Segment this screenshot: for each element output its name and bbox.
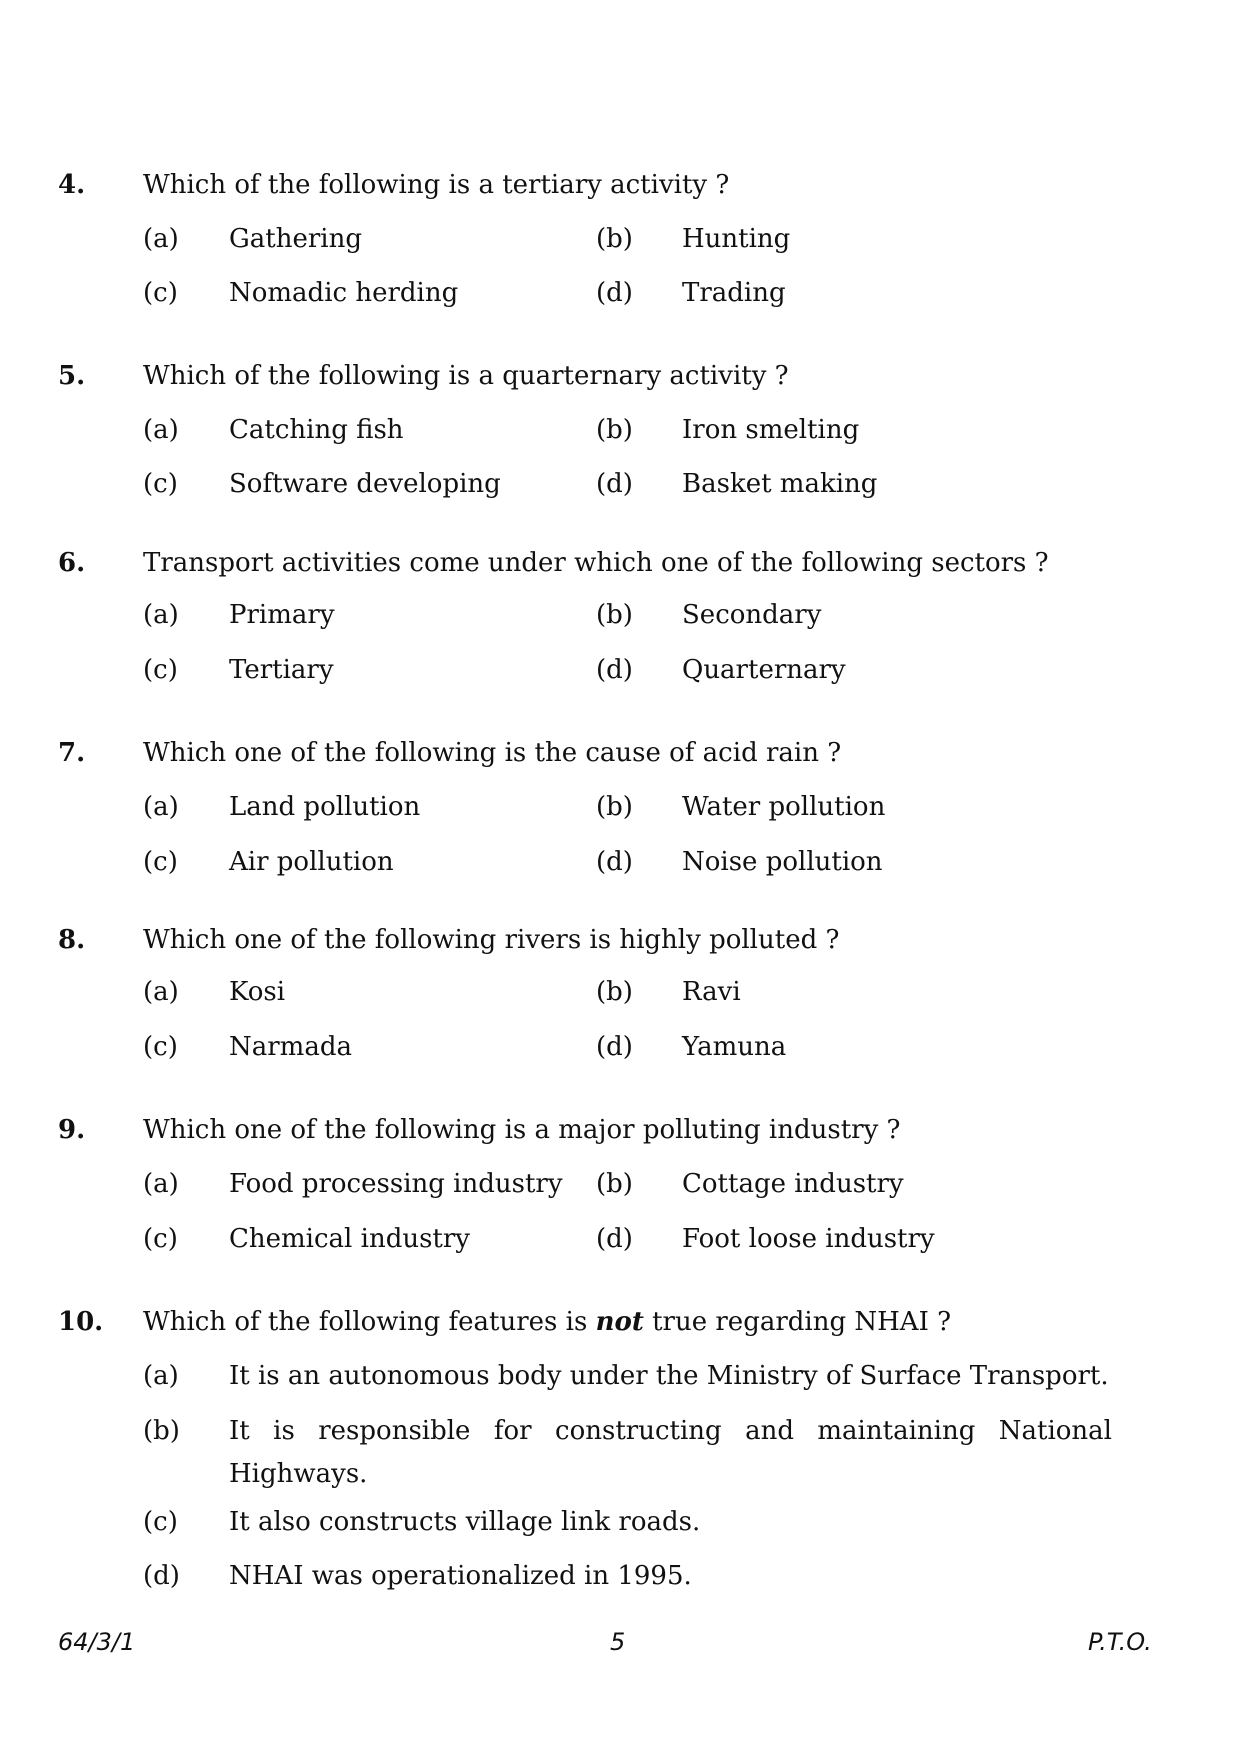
option-label: (b) (143, 1416, 180, 1446)
option-label: (d) (596, 1224, 633, 1254)
question-number: 8. (58, 925, 86, 955)
option-text: Trading (682, 278, 786, 308)
question-text: Which one of the following is a major polluting industry ? (143, 1115, 901, 1145)
option-text: Gathering (229, 224, 362, 254)
option-text: Iron smelting (682, 415, 860, 445)
option-label: (a) (143, 600, 179, 630)
question-text-end: true regarding NHAI ? (643, 1307, 952, 1337)
option-text: Basket making (682, 469, 878, 499)
option-label: (c) (143, 1507, 178, 1537)
question-number: 5. (58, 361, 86, 391)
option-label: (b) (596, 977, 633, 1007)
option-label: (d) (596, 278, 633, 308)
option-text: Quarternary (682, 655, 846, 685)
option-text-line-1: It is responsible for constructing and maintaining National (229, 1416, 1112, 1446)
option-label: (c) (143, 278, 178, 308)
option-text: Foot loose industry (682, 1224, 935, 1254)
option-text: Chemical industry (229, 1224, 470, 1254)
option-text: Hunting (682, 224, 791, 254)
option-text: Nomadic herding (229, 278, 459, 308)
question-text-start: Which of the following features is (143, 1307, 596, 1337)
option-label: (d) (596, 469, 633, 499)
question-text: Transport activities come under which one of the following sectors ? (143, 548, 1049, 578)
option-text: Catching fish (229, 415, 404, 445)
option-label: (a) (143, 1169, 179, 1199)
option-text: Software developing (229, 469, 501, 499)
option-text-line-2: Highways. (229, 1459, 368, 1489)
option-text: Secondary (682, 600, 822, 630)
option-label: (c) (143, 847, 178, 877)
option-label: (d) (596, 847, 633, 877)
option-text: It is an autonomous body under the Ministry of Surface Transport. (229, 1361, 1109, 1391)
option-label: (b) (596, 224, 633, 254)
option-label: (c) (143, 1224, 178, 1254)
option-label: (a) (143, 977, 179, 1007)
question-text: Which of the following is a tertiary activity ? (143, 170, 730, 200)
option-text: Tertiary (229, 655, 334, 685)
option-text: Cottage industry (682, 1169, 904, 1199)
option-label: (c) (143, 1032, 178, 1062)
question-text (143, 1307, 951, 1337)
option-text: Ravi (682, 977, 741, 1007)
option-label: (a) (143, 224, 179, 254)
option-text: NHAI was operationalized in 1995. (229, 1561, 692, 1591)
option-label: (c) (143, 469, 178, 499)
option-text: Food processing industry (229, 1169, 563, 1199)
option-text: It also constructs village link roads. (229, 1507, 701, 1537)
option-text: Yamuna (682, 1032, 787, 1062)
option-label: (b) (596, 600, 633, 630)
option-label: (d) (596, 655, 633, 685)
question-number: 6. (58, 548, 86, 578)
option-text: Kosi (229, 977, 286, 1007)
paper-code: 64/3/1 (58, 1628, 136, 1656)
option-label: (a) (143, 1361, 179, 1391)
question-number: 10. (58, 1307, 104, 1337)
page-number: 5 (610, 1628, 626, 1656)
question-number: 4. (58, 170, 86, 200)
option-label: (b) (596, 415, 633, 445)
option-text: Narmada (229, 1032, 352, 1062)
option-text: Primary (229, 600, 335, 630)
option-label: (c) (143, 655, 178, 685)
option-text: Air pollution (229, 847, 394, 877)
option-text: Water pollution (682, 792, 886, 822)
question-text: Which one of the following rivers is highly polluted ? (143, 925, 840, 955)
option-label: (a) (143, 792, 179, 822)
option-label: (a) (143, 415, 179, 445)
option-label: (d) (143, 1561, 180, 1591)
option-label: (d) (596, 1032, 633, 1062)
option-text: Land pollution (229, 792, 421, 822)
option-label: (b) (596, 1169, 633, 1199)
question-number: 9. (58, 1115, 86, 1145)
option-label: (b) (596, 792, 633, 822)
question-text: Which of the following is a quarternary activity ? (143, 361, 789, 391)
question-text-emphasis: not (595, 1307, 644, 1337)
please-turn-over: P.T.O. (1088, 1628, 1152, 1656)
question-text: Which one of the following is the cause of acid rain ? (143, 738, 842, 768)
question-number: 7. (58, 738, 86, 768)
option-text (229, 1416, 1112, 1489)
option-text: Noise pollution (682, 847, 883, 877)
